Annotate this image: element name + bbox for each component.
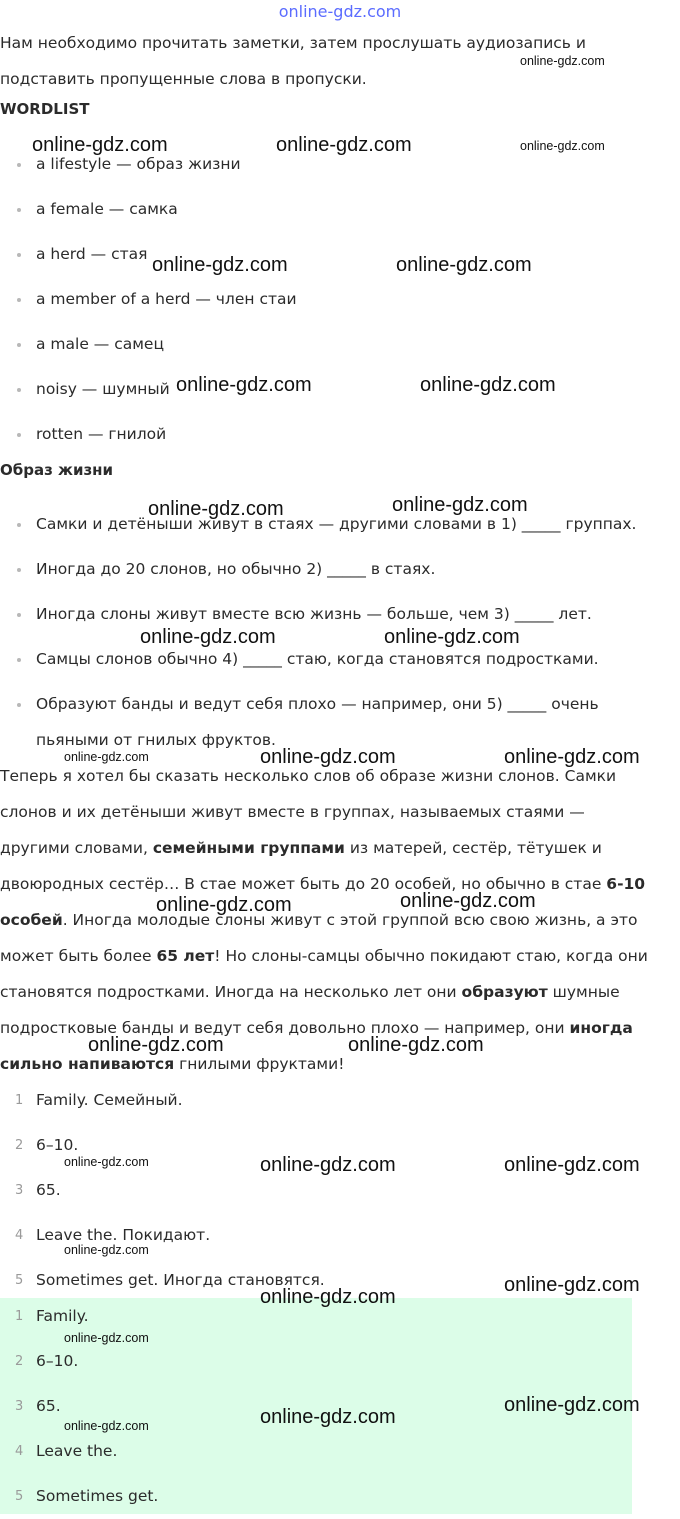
watermark: online-gdz.com [384, 626, 520, 648]
watermark: online-gdz.com [504, 1154, 640, 1176]
watermark: online-gdz.com [140, 626, 276, 648]
answer-row: 2 6–10. [15, 1352, 79, 1370]
watermark: online-gdz.com [64, 1419, 149, 1433]
watermark: online-gdz.com [64, 750, 149, 764]
bullet-icon [17, 703, 21, 707]
intro-line-1: Нам необходимо прочитать заметки, затем прослушать аудиозапись и [0, 34, 586, 52]
site-link[interactable]: online-gdz.com [278, 2, 402, 21]
answer-row: 3 65. [15, 1397, 61, 1415]
watermark: online-gdz.com [64, 1331, 149, 1345]
watermark: online-gdz.com [32, 134, 168, 156]
bullet-icon [17, 343, 21, 347]
watermark: online-gdz.com [260, 746, 396, 768]
watermark: online-gdz.com [420, 374, 556, 396]
watermark: online-gdz.com [152, 254, 288, 276]
bullet-icon [17, 613, 21, 617]
answer-row: 4 Leave the. [15, 1442, 118, 1460]
watermark: online-gdz.com [260, 1286, 396, 1308]
watermark: online-gdz.com [396, 254, 532, 276]
watermark: online-gdz.com [504, 746, 640, 768]
bullet-icon [17, 163, 21, 167]
bullet-icon [17, 253, 21, 257]
watermark: online-gdz.com [260, 1406, 396, 1428]
bullet-icon [17, 208, 21, 212]
answer-row: 1 Family. Семейный. [15, 1091, 183, 1109]
watermark: online-gdz.com [400, 890, 536, 912]
watermark: online-gdz.com [260, 1154, 396, 1176]
answer-row: 2 6–10. [15, 1136, 79, 1154]
bullet-icon [17, 568, 21, 572]
watermark: online-gdz.com [64, 1155, 149, 1169]
watermark: online-gdz.com [176, 374, 312, 396]
answer-row: 3 65. [15, 1181, 61, 1199]
watermark: online-gdz.com [520, 139, 605, 153]
watermark: online-gdz.com [504, 1394, 640, 1416]
watermark: online-gdz.com [504, 1274, 640, 1296]
bullet-icon [17, 523, 21, 527]
bullet-icon [17, 433, 21, 437]
list-item-continuation: пьяными от гнилых фруктов. [36, 731, 276, 749]
watermark: online-gdz.com [348, 1034, 484, 1056]
intro-line-2: подставить пропущенные слова в пропуски. [0, 70, 367, 88]
wordlist-title: WORDLIST [0, 100, 90, 118]
watermark: online-gdz.com [88, 1034, 224, 1056]
watermark: online-gdz.com [64, 1243, 149, 1257]
lifestyle-title: Образ жизни [0, 461, 114, 479]
watermark: online-gdz.com [276, 134, 412, 156]
answer-row: 4 Leave the. Покидают. [15, 1226, 211, 1244]
watermark: online-gdz.com [148, 498, 284, 520]
watermark: online-gdz.com [392, 494, 528, 516]
answer-row: 5 Sometimes get. Иногда становятся. [15, 1271, 325, 1289]
watermark: online-gdz.com [156, 894, 292, 916]
watermark: online-gdz.com [520, 54, 605, 68]
bullet-icon [17, 298, 21, 302]
transcript-paragraph: Теперь я хотел бы сказать несколько слов об образе жизни слонов. Самки слонов и их детёныши живут вместе в группах, называемых стаями — другими словами, семейными группами из матерей, сестёр, тётушек и двоюродных сестёр… В стае может быть до 20 особей, но обычно в стае 6-10 особей. Иногда молодые слоны живут с этой группой всю свою жизнь, а это может быть более 65 лет! Но слоны-самцы обычно покидают стаю, когда они становятся подростками. Иногда на несколько лет они образуют шумные подростковые банды и ведут себя довольно плохо — например, они иногда сильно напиваются гнилыми фруктами! [0, 767, 648, 1073]
bullet-icon [17, 388, 21, 392]
answer-row: 5 Sometimes get. [15, 1487, 159, 1505]
bullet-icon [17, 658, 21, 662]
answer-row: 1 Family. [15, 1307, 89, 1325]
